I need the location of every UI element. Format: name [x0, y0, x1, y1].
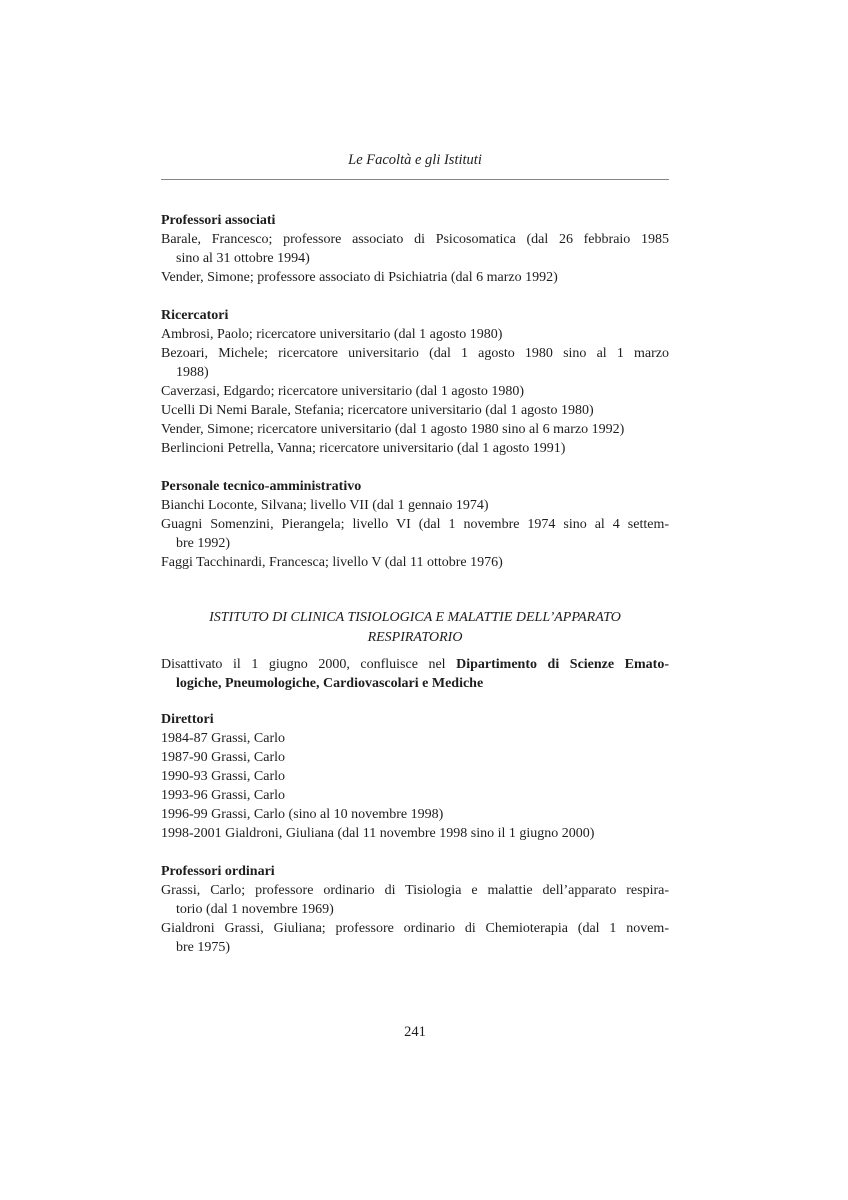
entry-line: Ambrosi, Paolo; ricercatore universitario (dal 1 agosto 1980)	[161, 327, 503, 342]
entry-line: Ucelli Di Nemi Barale, Stefania; ricercatore universitario (dal 1 agosto 1980)	[161, 403, 594, 418]
entry-line: 1996-99 Grassi, Carlo (sino al 10 novembre 1998)	[161, 807, 444, 822]
entry-line: Vender, Simone; ricercatore universitario (dal 1 agosto 1980 sino al 6 marzo 1992)	[161, 422, 625, 437]
running-head: Le Facoltà e gli Istituti	[348, 152, 482, 168]
entry-line: 1984-87 Grassi, Carlo	[161, 731, 286, 746]
entry-line: Bianchi Loconte, Silvana; livello VII (dal 1 gennaio 1974)	[161, 498, 489, 513]
section-personale-tecnico-amministrativo	[161, 477, 669, 572]
institute-note	[161, 655, 669, 693]
entry-line: Gialdroni Grassi, Giuliana; professore ordinario di Chemioterapia (dal 1 novem-	[161, 921, 669, 936]
entry-line: Grassi, Carlo; professore ordinario di Tisiologia e malattie dell’apparato respira-	[161, 883, 669, 898]
section-heading: Direttori	[161, 712, 214, 727]
entry-line: Barale, Francesco; professore associato di Psicosomatica (dal 26 febbraio 1985	[161, 232, 669, 247]
entry-line-continuation: sino al 31 ottobre 1994)	[176, 251, 310, 266]
section-ricercatori	[161, 306, 669, 458]
institute-title-line: ISTITUTO DI CLINICA TISIOLOGICA E MALATTIE DELL’APPARATO	[209, 610, 621, 625]
entry-line-continuation: 1988)	[176, 365, 209, 380]
institute-note-line	[161, 655, 669, 674]
entry-line: Caverzasi, Edgardo; ricercatore universitario (dal 1 agosto 1980)	[161, 384, 525, 399]
institute-note-continuation: logiche, Pneumologiche, Cardiovascolari e Mediche	[176, 676, 484, 691]
section-heading: Professori associati	[161, 213, 276, 228]
section-heading: Ricercatori	[161, 308, 229, 323]
entry-line: Vender, Simone; professore associato di Psichiatria (dal 6 marzo 1992)	[161, 270, 558, 285]
entry-line: 1990-93 Grassi, Carlo	[161, 769, 286, 784]
institute-title	[161, 608, 669, 648]
section-heading: Personale tecnico-amministrativo	[161, 479, 362, 494]
entry-line-continuation: bre 1975)	[176, 940, 231, 955]
entry-line-continuation: torio (dal 1 novembre 1969)	[176, 902, 334, 917]
entry-line: Bezoari, Michele; ricercatore universitario (dal 1 agosto 1980 sino al 1 marzo	[161, 346, 669, 361]
text-column	[161, 0, 669, 1042]
page-number: 241	[404, 1024, 426, 1040]
institute-note-normal-text: Disattivato il 1 giugno 2000, confluisce nel	[161, 657, 457, 672]
section-heading: Professori ordinari	[161, 864, 275, 879]
institute-note-bold-text: Dipartimento di Scienze Emato-	[456, 657, 669, 672]
section-professori-ordinari	[161, 862, 669, 957]
section-direttori	[161, 710, 669, 843]
entry-line: Faggi Tacchinardi, Francesca; livello V (dal 11 ottobre 1976)	[161, 555, 503, 570]
header-rule	[161, 179, 669, 180]
entry-line: Berlincioni Petrella, Vanna; ricercatore universitario (dal 1 agosto 1991)	[161, 441, 566, 456]
entry-line-continuation: bre 1992)	[176, 536, 231, 551]
section-professori-associati	[161, 211, 669, 287]
entry-line: 1987-90 Grassi, Carlo	[161, 750, 286, 765]
institute-title-line: RESPIRATORIO	[367, 630, 463, 645]
entry-line: Guagni Somenzini, Pierangela; livello VI (dal 1 novembre 1974 sino al 4 settem-	[161, 517, 669, 532]
entry-line: 1998-2001 Gialdroni, Giuliana (dal 11 novembre 1998 sino il 1 giugno 2000)	[161, 826, 595, 841]
entry-line: 1993-96 Grassi, Carlo	[161, 788, 286, 803]
